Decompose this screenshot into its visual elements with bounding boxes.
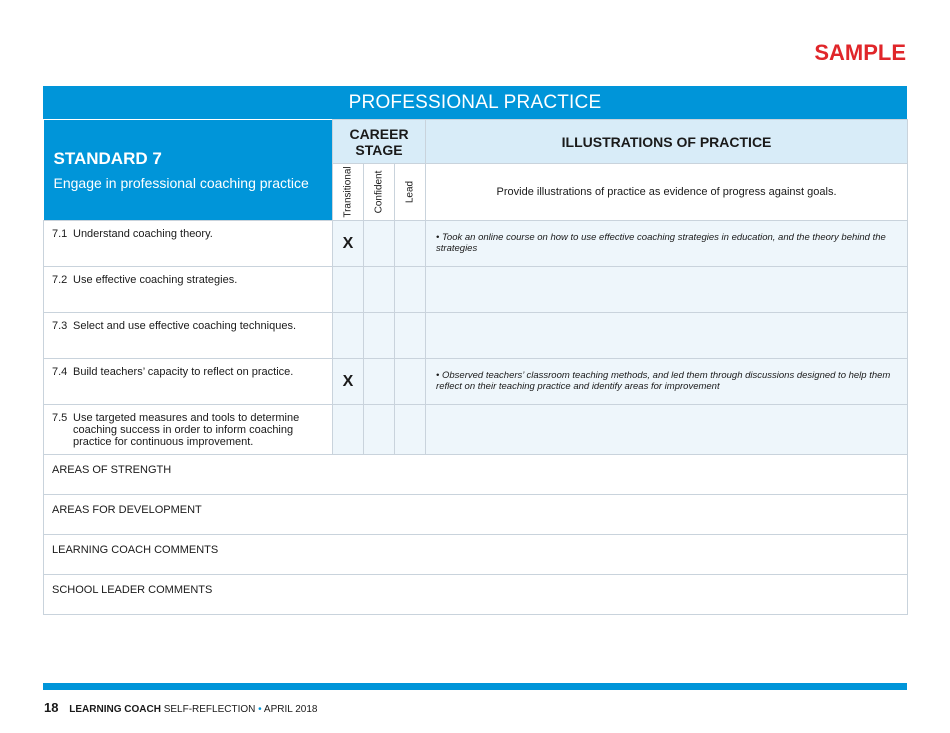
mark-transitional[interactable] [333,313,364,359]
standard-title: STANDARD 7 [53,148,162,168]
mark-confident[interactable] [364,313,395,359]
criterion-7-2: 7.2 Use effective coaching strategies. [44,267,333,313]
footer-title-bold: LEARNING COACH [69,704,161,715]
footer-bar [43,683,907,690]
table-row [44,313,908,359]
footer-separator: • [258,704,262,715]
mark-confident[interactable] [364,359,395,405]
areas-for-development-field[interactable]: AREAS FOR DEVELOPMENT [44,495,908,535]
learning-coach-comments-field[interactable]: LEARNING COACH COMMENTS [44,535,908,575]
criterion-7-3: 7.3 Select and use effective coaching techniques. [44,313,333,359]
stage-transitional: Transitional [333,164,364,221]
section-banner: PROFESSIONAL PRACTICE [43,86,907,119]
illustration-cell[interactable] [426,405,908,455]
illustrations-prompt: Provide illustrations of practice as evidence of progress against goals. [426,164,908,221]
criterion-7-4: 7.4 Build teachers’ capacity to reflect on practice. [44,359,333,405]
mark-transitional[interactable]: X [333,221,364,267]
learning-coach-comments-row [44,535,908,575]
mark-transitional[interactable] [333,405,364,455]
illustration-cell[interactable]: • Observed teachers’ classroom teaching methods, and led them through discussions designed to help them reflect on their teaching practice and identify areas for improvement [426,359,908,405]
areas-for-development-row [44,495,908,535]
page-number: 18 [44,700,59,715]
mark-transitional[interactable] [333,267,364,313]
mark-lead[interactable] [395,221,426,267]
career-stage-line1: CAREER [349,125,409,142]
mark-confident[interactable] [364,221,395,267]
school-leader-comments-field[interactable]: SCHOOL LEADER COMMENTS [44,575,908,615]
standard-heading [44,120,333,221]
mark-lead[interactable] [395,405,426,455]
criterion-7-1: 7.1 Understand coaching theory. [44,221,333,267]
table-row [44,359,908,405]
mark-transitional[interactable]: X [333,359,364,405]
career-stage-heading [333,120,426,164]
school-leader-comments-row [44,575,908,615]
illustration-cell[interactable] [426,313,908,359]
career-stage-line2: STAGE [355,141,403,158]
illustration-cell[interactable]: • Took an online course on how to use effective coaching strategies in education, and the theory behind the strategies [426,221,908,267]
mark-lead[interactable] [395,267,426,313]
illustrations-heading: ILLUSTRATIONS OF PRACTICE [426,120,908,164]
mark-lead[interactable] [395,313,426,359]
footer-title-rest: SELF-REFLECTION [163,704,256,715]
practice-form [43,86,907,615]
standard-subtitle: Engage in professional coaching practice [53,174,309,191]
table-row [44,267,908,313]
mark-lead[interactable] [395,359,426,405]
areas-of-strength-field[interactable]: AREAS OF STRENGTH [44,455,908,495]
mark-confident[interactable] [364,267,395,313]
criterion-7-5: 7.5 Use targeted measures and tools to determine coaching success in order to inform coaching practice for continuous improvement. [44,405,333,455]
page-footer [44,700,317,715]
footer-date: APRIL 2018 [263,704,318,715]
table-row [44,221,908,267]
standard-table [43,119,908,615]
mark-confident[interactable] [364,405,395,455]
stage-confident: Confident [364,164,395,221]
illustration-cell[interactable] [426,267,908,313]
areas-of-strength-row [44,455,908,495]
table-row [44,405,908,455]
stage-lead: Lead [395,164,426,221]
sample-watermark: SAMPLE [814,40,906,65]
